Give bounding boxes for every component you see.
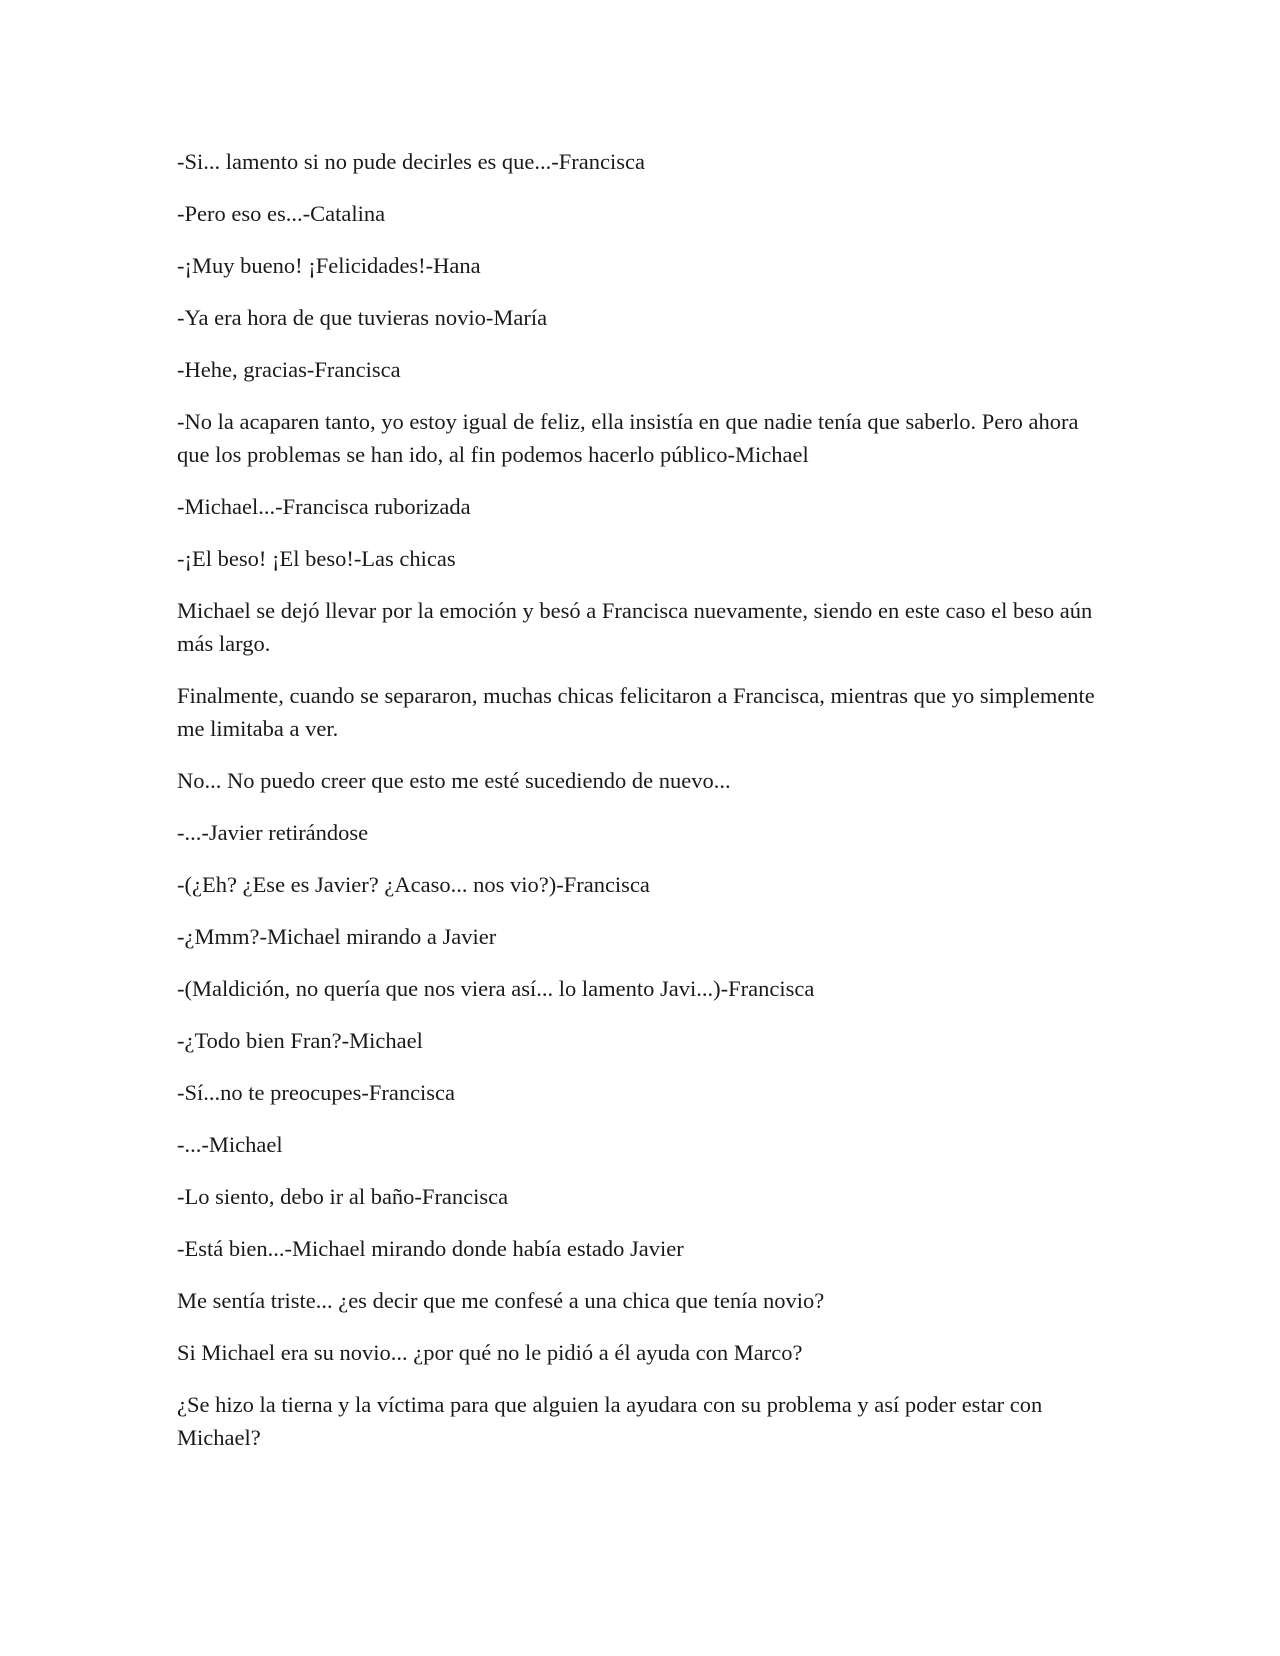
paragraph: -¡El beso! ¡El beso!-Las chicas xyxy=(177,546,456,571)
paragraph: ¿Se hizo la tierna y la víctima para que alguien la ayudara con su problema y así poder estar con Michael? xyxy=(177,1392,1043,1450)
paragraph: -Lo siento, debo ir al baño-Francisca xyxy=(177,1184,509,1209)
paragraph: -Ya era hora de que tuvieras novio-María xyxy=(177,305,548,330)
paragraph: Me sentía triste... ¿es decir que me confesé a una chica que tenía novio? xyxy=(177,1288,825,1313)
document-body xyxy=(177,145,1112,1473)
paragraph: -Si... lamento si no pude decirles es que...-Francisca xyxy=(177,149,645,174)
paragraph: -(¿Eh? ¿Ese es Javier? ¿Acaso... nos vio?)-Francisca xyxy=(177,872,650,897)
paragraph: -¿Todo bien Fran?-Michael xyxy=(177,1028,423,1053)
paragraph: Michael se dejó llevar por la emoción y besó a Francisca nuevamente, siendo en este caso el beso aún más largo. xyxy=(177,598,1093,656)
paragraph: -Está bien...-Michael mirando donde había estado Javier xyxy=(177,1236,684,1261)
paragraph: -Michael...-Francisca ruborizada xyxy=(177,494,471,519)
paragraph: -¿Mmm?-Michael mirando a Javier xyxy=(177,924,497,949)
paragraph: -(Maldición, no quería que nos viera así... lo lamento Javi...)-Francisca xyxy=(177,976,815,1001)
paragraph: No... No puedo creer que esto me esté sucediendo de nuevo... xyxy=(177,768,731,793)
paragraph: -...-Javier retirándose xyxy=(177,820,369,845)
paragraph: Si Michael era su novio... ¿por qué no le pidió a él ayuda con Marco? xyxy=(177,1340,803,1365)
paragraph: -Hehe, gracias-Francisca xyxy=(177,357,401,382)
paragraph: -Pero eso es...-Catalina xyxy=(177,201,386,226)
paragraph: Finalmente, cuando se separaron, muchas chicas felicitaron a Francisca, mientras que yo simplemente me limitaba a ver. xyxy=(177,683,1095,741)
paragraph: -No la acaparen tanto, yo estoy igual de feliz, ella insistía en que nadie tenía que saberlo. Pero ahora que los problemas se han ido, al fin podemos hacerlo público-Michael xyxy=(177,409,1079,467)
paragraph: -...-Michael xyxy=(177,1132,283,1157)
paragraph: -¡Muy bueno! ¡Felicidades!-Hana xyxy=(177,253,481,278)
paragraph: -Sí...no te preocupes-Francisca xyxy=(177,1080,456,1105)
